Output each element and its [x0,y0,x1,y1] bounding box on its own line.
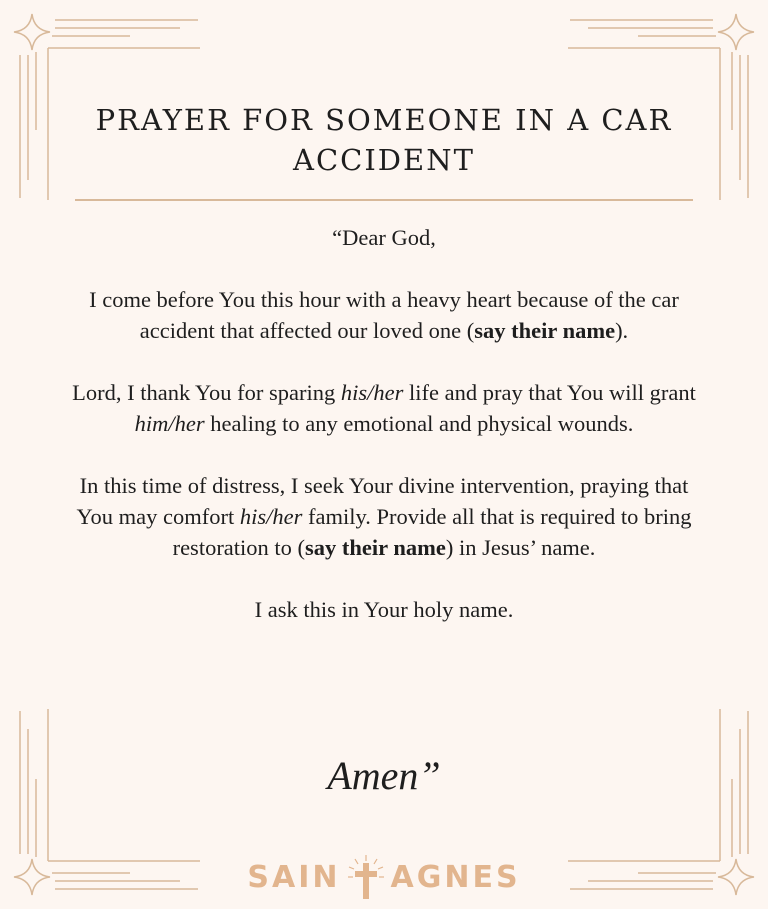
text-segment: Lord, I thank You for sparing [72,380,341,405]
prayer-paragraph-1 [70,284,698,346]
placeholder-name: say their name [474,318,616,343]
text-segment: I come before You this hour with a heavy heart because of the car accident that affected our loved one ( [89,287,679,343]
text-segment: ). [615,318,629,343]
text-segment: healing to any emotional and physical wounds. [204,411,634,436]
title-divider [75,199,693,201]
pronoun-placeholder: his/her [340,380,404,405]
text-segment: In this time of distress, I seek Your divine intervention, praying that You may comfort [76,473,689,529]
brand-logo [0,852,768,902]
prayer-opening: “Dear God, [332,225,436,250]
pronoun-placeholder: him/her [134,411,205,436]
brand-text-right: AGNES [390,859,521,895]
prayer-closing: I ask this in Your holy name. [254,597,514,622]
placeholder-name: say their name [305,535,446,560]
prayer-paragraph-3 [70,470,698,563]
text-segment: life and pray that You will grant [403,380,696,405]
text-segment: ) in Jesus’ name. [445,535,596,560]
text-segment: family. Provide all that is required to bring restoration to ( [172,504,692,560]
prayer-paragraph-2 [70,377,698,439]
cross-icon [345,853,387,901]
pronoun-placeholder: his/her [239,504,303,529]
page-title: PRAYER FOR SOMEONE IN A CAR ACCIDENT [95,103,673,177]
brand-text-left: SAIN [247,859,341,895]
prayer-body [70,222,698,656]
amen-signature: Amen” [327,753,441,798]
